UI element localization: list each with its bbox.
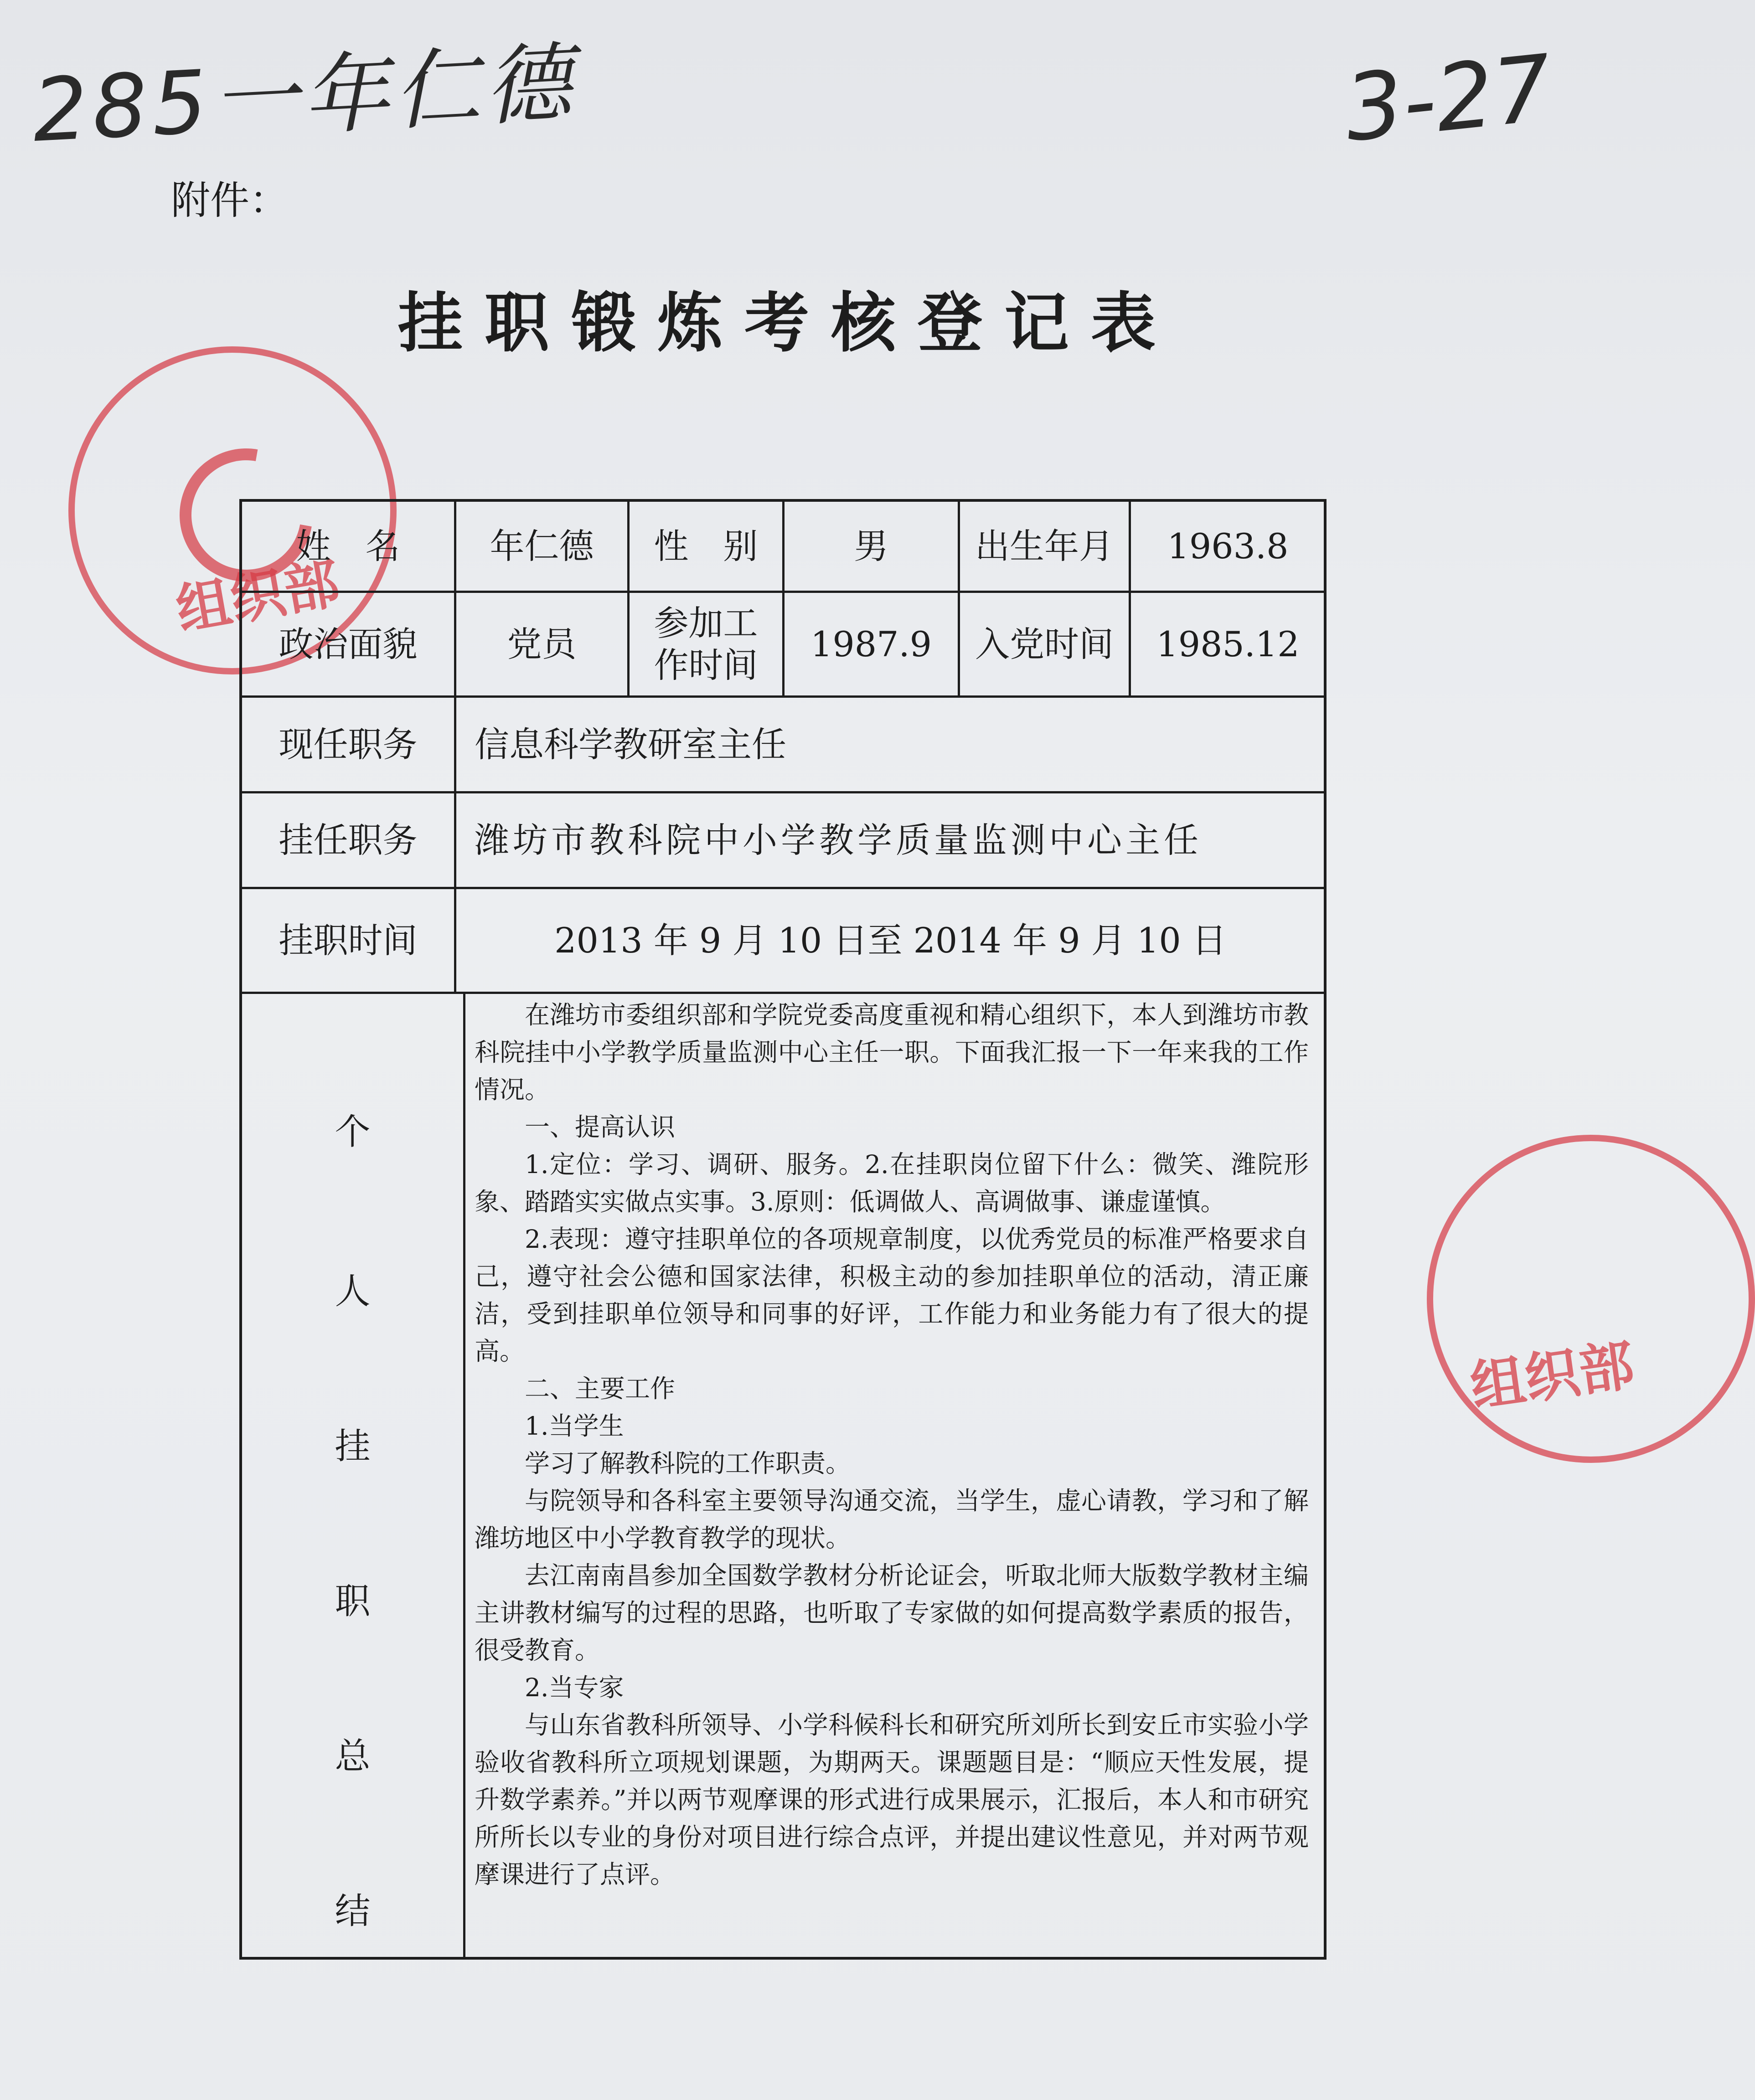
summary-label-char: 挂 bbox=[335, 1426, 371, 1467]
politics-label: 政治面貌 bbox=[242, 593, 456, 698]
summary-paragraph: 与山东省教科所领导、小学科候科长和研究所刘所长到安丘市实验小学验收省教科所立项规划课题，为期两天。课题题目是：“顺应天性发展，提升数学素养。”并以两节观摩课的形式进行成果展示，汇报后，本人和市研究所所长以专业的身份对项目进行综合点评，并提出建议性意见，并对两节观摩课进行了点评。 bbox=[475, 1710, 1309, 1889]
seal-dept-text-right: 组织部 bbox=[1466, 1333, 1638, 1420]
summary-label-column bbox=[242, 994, 465, 1958]
summary-label-char: 人 bbox=[335, 1271, 371, 1312]
attached-post-label: 挂任职务 bbox=[242, 793, 456, 889]
attachment-label: 附件： bbox=[171, 178, 289, 223]
name-value: 年仁德 bbox=[456, 502, 630, 593]
summary-paragraph: 去江南南昌参加全国数学教材分析论证会，听取北师大版数学教材主编主讲教材编写的过程的思路，也听取了专家做的如何提高数学素质的报告，很受教育。 bbox=[475, 1561, 1309, 1665]
period-label: 挂职时间 bbox=[242, 889, 456, 994]
seal-dept-text: 组织部 bbox=[171, 551, 345, 643]
politics-value: 党员 bbox=[456, 593, 630, 698]
summary-text bbox=[475, 996, 1309, 1953]
summary-heading: 一、提高认识 bbox=[525, 1112, 676, 1142]
work-start-label-line1: 参加工 bbox=[654, 603, 758, 644]
summary-label-char: 个 bbox=[335, 1112, 371, 1153]
work-start-label bbox=[630, 593, 785, 698]
work-start-value: 1987.9 bbox=[785, 593, 960, 698]
party-join-value: 1985.12 bbox=[1131, 593, 1325, 698]
summary-paragraph: 在潍坊市委组织部和学院党委高度重视和精心组织下，本人到潍坊市教科院挂中小学教学质量监测中心主任一职。下面我汇报一下一年来我的工作情况。 bbox=[475, 1000, 1309, 1104]
work-start-label-line2: 作时间 bbox=[654, 644, 758, 685]
summary-heading: 1.当学生 bbox=[525, 1411, 624, 1441]
summary-paragraph: 1.定位：学习、调研、服务。2.在挂职岗位留下什么：微笑、潍院形象、踏踏实实做点实事。3.原则：低调做人、高调做事、谦虚谨慎。 bbox=[475, 1150, 1309, 1216]
gender-value: 男 bbox=[785, 502, 960, 593]
name-label: 姓 名 bbox=[242, 502, 456, 593]
current-post-value: 信息科学教研室主任 bbox=[456, 698, 1325, 793]
page-title: 挂职锻炼考核登记表 bbox=[398, 286, 1177, 361]
attached-post-value: 潍坊市教科院中小学教学质量监测中心主任 bbox=[456, 793, 1325, 889]
summary-heading: 二、主要工作 bbox=[525, 1374, 676, 1403]
current-post-label: 现任职务 bbox=[242, 698, 456, 793]
birth-label: 出生年月 bbox=[960, 502, 1131, 593]
handwritten-note-right: 3-27 bbox=[1340, 35, 1557, 163]
summary-paragraph: 与院领导和各科室主要领导沟通交流，当学生，虚心请教，学习和了解潍坊地区中小学教育教学的现状。 bbox=[475, 1486, 1309, 1553]
period-value: 2013 年 9 月 10 日至 2014 年 9 月 10 日 bbox=[456, 889, 1325, 994]
party-seal-right bbox=[1427, 1135, 1755, 1463]
handwritten-note-left: 285一年仁德 bbox=[30, 32, 578, 162]
registration-form bbox=[239, 499, 1327, 1960]
gender-label: 性 别 bbox=[630, 502, 785, 593]
summary-label-char: 总 bbox=[335, 1736, 371, 1777]
summary-paragraph: 学习了解教科院的工作职责。 bbox=[525, 1449, 851, 1478]
summary-label-char: 结 bbox=[335, 1891, 371, 1932]
summary-label-char: 职 bbox=[335, 1581, 371, 1622]
party-join-label: 入党时间 bbox=[960, 593, 1131, 698]
summary-heading: 2.当专家 bbox=[525, 1673, 624, 1702]
summary-paragraph: 2.表现：遵守挂职单位的各项规章制度，以优秀党员的标准严格要求自己，遵守社会公德和国家法律，积极主动的参加挂职单位的活动，清正廉洁，受到挂职单位领导和同事的好评，工作能力和业务能力有了很大的提高。 bbox=[475, 1225, 1309, 1366]
birth-value: 1963.8 bbox=[1131, 502, 1325, 593]
